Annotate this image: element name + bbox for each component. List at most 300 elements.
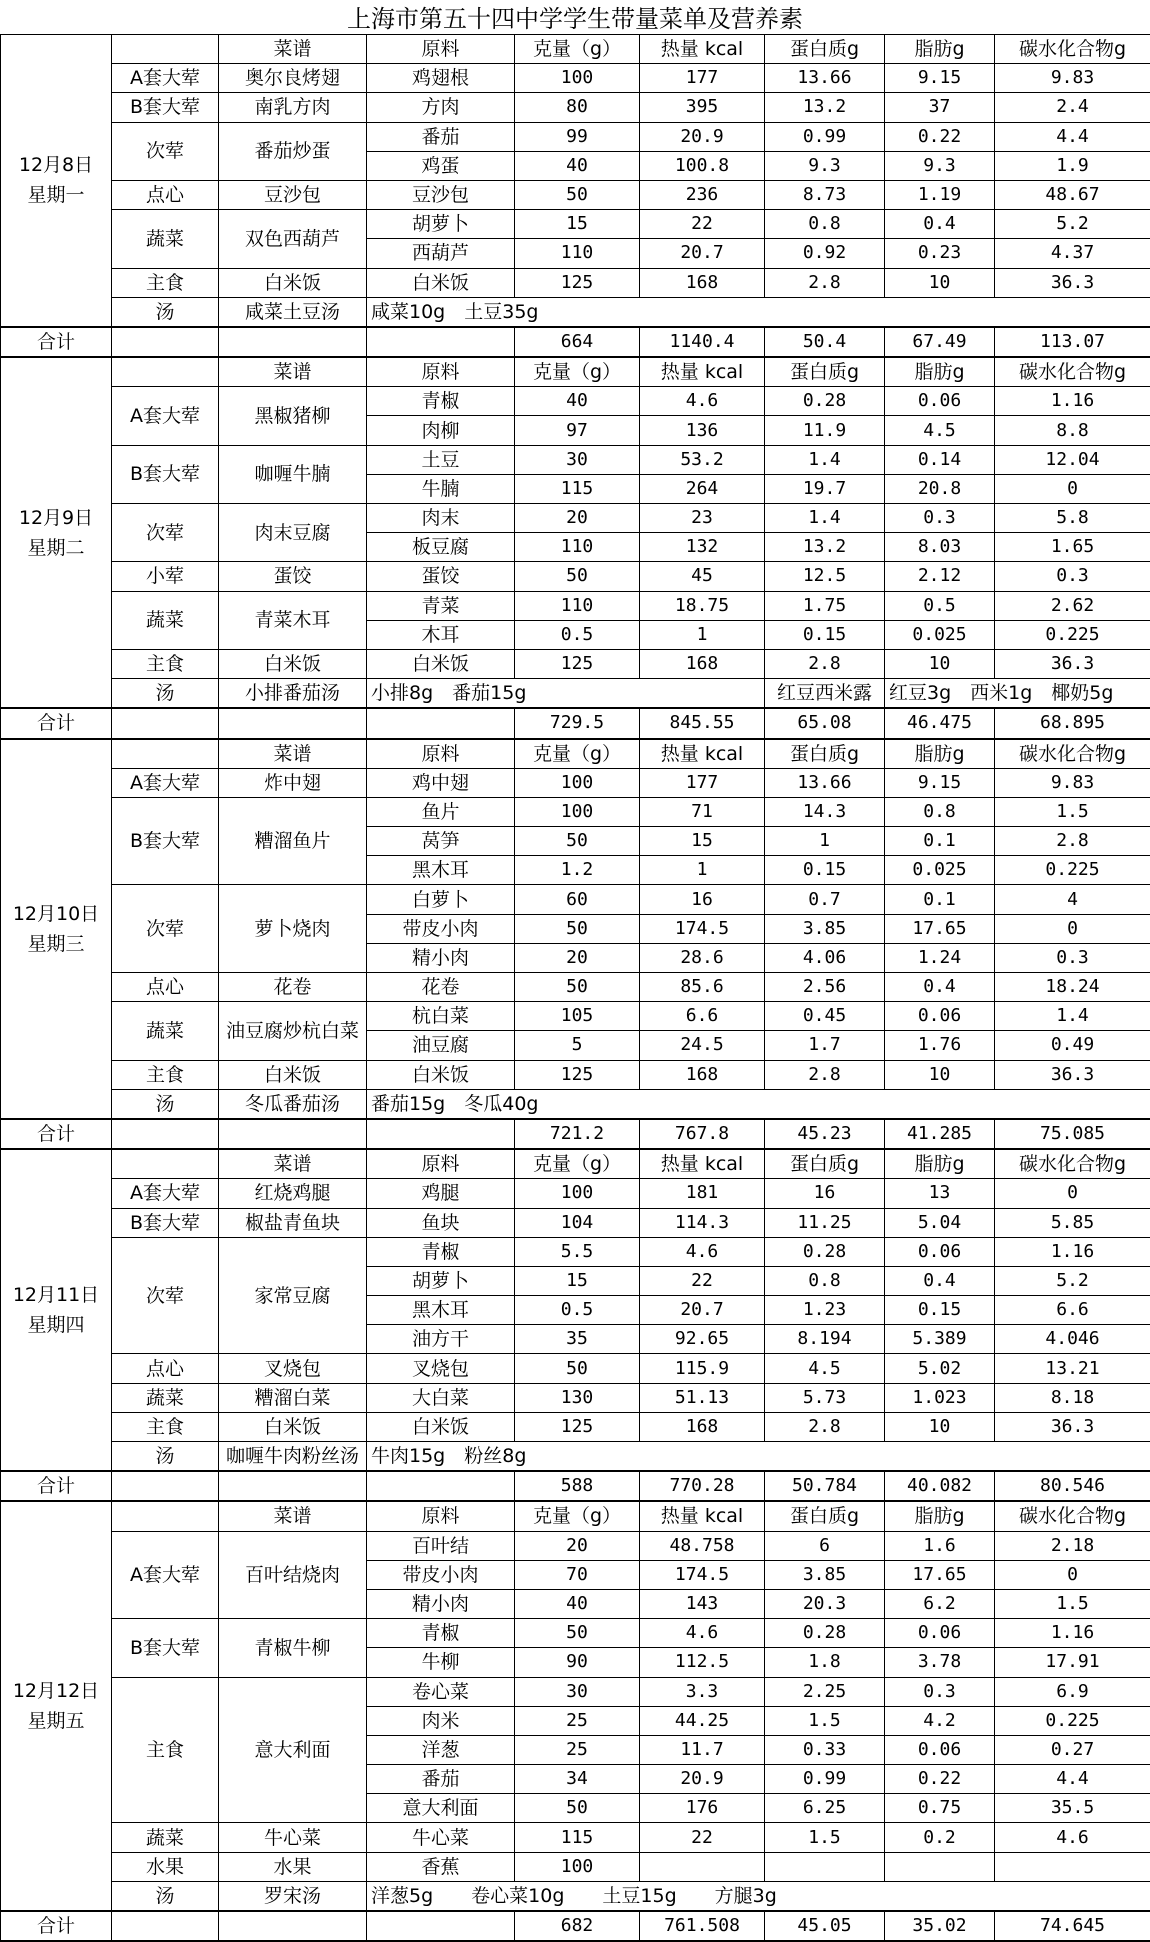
value-cell: 17.91 [995,1648,1150,1677]
ingredient-cell: 青椒 [367,387,515,416]
total-value: 75.085 [995,1119,1150,1149]
day-weekday: 星期二 [1,533,111,563]
value-cell: 53.2 [640,445,765,474]
value-cell: 20.9 [640,122,765,151]
column-header: 菜谱 [219,1501,367,1531]
ingredient-cell: 鸡中翅 [367,768,515,797]
ingredient-cell: 带皮小肉 [367,914,515,943]
value-cell: 16 [640,885,765,914]
value-cell: 0.15 [885,1296,995,1325]
total-value: 50.4 [765,327,885,357]
value-cell: 97 [515,416,640,445]
total-blank [367,1471,515,1501]
value-cell: 2.8 [765,1060,885,1089]
ingredient-row [1,180,1150,209]
value-cell: 181 [640,1179,765,1208]
ingredient-cell: 鸡腿 [367,1179,515,1208]
value-cell: 50 [515,973,640,1002]
ingredient-cell: 肉米 [367,1706,515,1735]
value-cell: 0.3 [885,1677,995,1706]
category-cell: 点心 [112,973,219,1002]
column-header: 菜谱 [219,1149,367,1179]
value-cell: 125 [515,649,640,678]
value-cell: 6.6 [640,1002,765,1031]
value-cell: 0.5 [515,1296,640,1325]
total-value: 80.546 [995,1471,1150,1501]
value-cell: 0.15 [765,620,885,649]
total-value: 113.07 [995,327,1150,357]
category-cell: A套大荤 [112,1531,219,1619]
column-header: 脂肪g [885,357,995,387]
value-cell: 44.25 [640,1706,765,1735]
value-cell: 37 [885,93,995,122]
ingredient-cell: 西葫芦 [367,239,515,268]
value-cell: 40 [515,151,640,180]
value-cell: 0.99 [765,1765,885,1794]
category-cell: 主食 [112,268,219,297]
ingredient-cell: 卷心菜 [367,1677,515,1706]
value-cell: 8.03 [885,533,995,562]
value-cell: 9.3 [765,151,885,180]
value-cell: 5 [515,1031,640,1060]
day-date: 12月10日 [1,899,111,929]
value-cell: 395 [640,93,765,122]
value-cell: 0.06 [885,387,995,416]
total-row [1,327,1150,357]
category-cell: 次荤 [112,885,219,973]
value-cell: 1.65 [995,533,1150,562]
value-cell: 100 [515,797,640,826]
value-cell: 6.2 [885,1589,995,1618]
value-cell: 100.8 [640,151,765,180]
ingredient-cell: 花卷 [367,973,515,1002]
total-row [1,1911,1150,1941]
ingredient-row [1,1852,1150,1881]
column-header: 热量 kcal [640,1149,765,1179]
value-cell: 20 [515,1531,640,1560]
ingredient-cell: 白米饭 [367,1060,515,1089]
value-cell: 177 [640,64,765,93]
dish-cell: 南乳方肉 [219,93,367,122]
soup-row [1,679,1150,709]
ingredient-row [1,649,1150,678]
value-cell: 168 [640,1412,765,1441]
day-weekday: 星期一 [1,180,111,210]
value-cell: 20 [515,504,640,533]
day-weekday: 星期五 [1,1706,111,1736]
dish-cell: 白米饭 [219,1412,367,1441]
dish-cell: 油豆腐炒杭白菜 [219,1002,367,1060]
ingredient-cell: 青椒 [367,1237,515,1266]
total-value: 40.082 [885,1471,995,1501]
ingredient-row [1,93,1150,122]
value-cell: 1.6 [885,1531,995,1560]
ingredient-row [1,1354,1150,1383]
value-cell: 10 [885,649,995,678]
ingredient-cell: 白米饭 [367,649,515,678]
ingredient-cell: 白萝卜 [367,885,515,914]
value-cell: 105 [515,1002,640,1031]
ingredient-row [1,445,1150,474]
column-header: 碳水化合物g [995,35,1150,64]
category-cell: A套大荤 [112,768,219,797]
total-row [1,1119,1150,1149]
value-cell: 168 [640,649,765,678]
value-cell: 0.8 [765,1266,885,1295]
total-blank [367,327,515,357]
value-cell: 20 [515,943,640,972]
ingredient-cell: 鱼块 [367,1208,515,1237]
total-value: 682 [515,1911,640,1941]
value-cell: 1.76 [885,1031,995,1060]
column-header: 蛋白质g [765,739,885,769]
value-cell: 0.45 [765,1002,885,1031]
value-cell: 35 [515,1325,640,1354]
value-cell: 1.5 [765,1823,885,1852]
column-header: 菜谱 [219,739,367,769]
category-cell: B套大荤 [112,1208,219,1237]
ingredient-row [1,885,1150,914]
total-blank [367,1119,515,1149]
dish-cell: 青椒牛柳 [219,1619,367,1677]
soup-dish: 小排番茄汤 [219,679,367,709]
ingredient-cell: 白米饭 [367,1412,515,1441]
value-cell: 1.4 [995,1002,1150,1031]
dish-cell: 白米饭 [219,1060,367,1089]
value-cell: 115.9 [640,1354,765,1383]
dish-cell: 炸中翅 [219,768,367,797]
ingredient-cell: 大白菜 [367,1383,515,1412]
ingredient-cell: 香蕉 [367,1852,515,1881]
value-cell: 4.06 [765,943,885,972]
value-cell: 10 [885,268,995,297]
ingredient-cell: 油豆腐 [367,1031,515,1060]
column-header: 蛋白质g [765,357,885,387]
ingredient-cell: 洋葱 [367,1735,515,1764]
total-blank [112,1911,219,1941]
value-cell: 130 [515,1383,640,1412]
ingredient-row [1,1208,1150,1237]
value-cell: 92.65 [640,1325,765,1354]
total-blank [219,1471,367,1501]
value-cell: 0.99 [765,122,885,151]
value-cell: 168 [640,268,765,297]
dish-cell: 豆沙包 [219,180,367,209]
value-cell: 9.3 [885,151,995,180]
total-blank [219,708,367,738]
value-cell: 8.18 [995,1383,1150,1412]
value-cell: 4.5 [765,1354,885,1383]
ingredient-cell: 鸡翅根 [367,64,515,93]
value-cell: 1.4 [765,445,885,474]
total-blank [367,1911,515,1941]
value-cell [765,1852,885,1881]
total-value: 67.49 [885,327,995,357]
total-label: 合计 [1,327,112,357]
value-cell: 0.22 [885,1765,995,1794]
value-cell: 174.5 [640,1560,765,1589]
soup-label: 汤 [112,1089,219,1119]
extra-ingredients: 红豆3g 西米1g 椰奶5g [885,679,1150,709]
soup-dish: 咸菜土豆汤 [219,297,367,327]
category-cell: 次荤 [112,122,219,180]
value-cell: 25 [515,1735,640,1764]
category-cell: 水果 [112,1852,219,1881]
soup-row [1,1089,1150,1119]
total-value: 65.08 [765,708,885,738]
day-weekday: 星期三 [1,929,111,959]
ingredient-cell: 白米饭 [367,268,515,297]
column-header: 蛋白质g [765,1501,885,1531]
value-cell: 100 [515,1852,640,1881]
category-cell: 次荤 [112,1237,219,1354]
dish-cell: 叉烧包 [219,1354,367,1383]
value-cell: 5.04 [885,1208,995,1237]
dish-cell: 牛心菜 [219,1823,367,1852]
dish-cell: 番茄炒蛋 [219,122,367,180]
value-cell: 174.5 [640,914,765,943]
day-date: 12月12日 [1,1676,111,1706]
value-cell: 20.7 [640,1296,765,1325]
value-cell: 3.85 [765,1560,885,1589]
ingredient-row [1,64,1150,93]
value-cell: 5.85 [995,1208,1150,1237]
value-cell: 4.4 [995,122,1150,151]
value-cell: 2.56 [765,973,885,1002]
soup-ingredients: 番茄15g 冬瓜40g [367,1089,1150,1119]
ingredient-cell: 莴笋 [367,827,515,856]
ingredient-cell: 土豆 [367,445,515,474]
value-cell: 0.4 [885,1266,995,1295]
category-cell: B套大荤 [112,797,219,885]
value-cell: 168 [640,1060,765,1089]
ingredient-cell: 牛心菜 [367,1823,515,1852]
value-cell: 36.3 [995,1412,1150,1441]
ingredient-row [1,122,1150,151]
value-cell: 1 [640,620,765,649]
ingredient-cell: 牛柳 [367,1648,515,1677]
value-cell: 99 [515,122,640,151]
value-cell: 5.73 [765,1383,885,1412]
value-cell: 13 [885,1179,995,1208]
value-cell: 236 [640,180,765,209]
day-date: 12月11日 [1,1280,111,1310]
header-blank [112,357,219,387]
value-cell: 5.02 [885,1354,995,1383]
dish-cell: 肉末豆腐 [219,504,367,562]
ingredient-cell: 方肉 [367,93,515,122]
day-cell [1,357,112,708]
soup-ingredients: 牛肉15g 粉丝8g [367,1442,1150,1472]
ingredient-cell: 杭白菜 [367,1002,515,1031]
value-cell [995,1852,1150,1881]
column-header: 菜谱 [219,357,367,387]
day-date: 12月8日 [1,150,111,180]
total-value: 721.2 [515,1119,640,1149]
value-cell: 0.23 [885,239,995,268]
column-header: 克量（g） [515,739,640,769]
value-cell: 110 [515,239,640,268]
value-cell: 0.2 [885,1823,995,1852]
value-cell: 2.8 [765,1412,885,1441]
ingredient-cell: 黑木耳 [367,856,515,885]
value-cell: 1 [640,856,765,885]
value-cell: 9.83 [995,768,1150,797]
ingredient-row [1,210,1150,239]
value-cell: 90 [515,1648,640,1677]
ingredient-cell: 鸡蛋 [367,151,515,180]
value-cell: 0.49 [995,1031,1150,1060]
soup-ingredients: 小排8g 番茄15g [367,679,765,709]
value-cell: 1.5 [995,797,1150,826]
value-cell [885,1852,995,1881]
value-cell: 15 [515,210,640,239]
column-header: 克量（g） [515,357,640,387]
dish-cell: 蛋饺 [219,562,367,591]
ingredient-cell: 牛腩 [367,474,515,503]
value-cell: 12.5 [765,562,885,591]
value-cell: 13.2 [765,533,885,562]
column-header: 原料 [367,35,515,64]
ingredient-row [1,504,1150,533]
total-row [1,708,1150,738]
value-cell: 0.28 [765,1237,885,1266]
column-header: 脂肪g [885,1501,995,1531]
ingredient-cell: 木耳 [367,620,515,649]
ingredient-cell: 青椒 [367,1619,515,1648]
column-header: 热量 kcal [640,357,765,387]
value-cell: 5.8 [995,504,1150,533]
header-blank [112,1501,219,1531]
total-value: 767.8 [640,1119,765,1149]
ingredient-cell: 青菜 [367,591,515,620]
category-cell: 小荤 [112,562,219,591]
value-cell: 4.2 [885,1706,995,1735]
category-cell: A套大荤 [112,1179,219,1208]
dish-cell: 白米饭 [219,268,367,297]
value-cell: 2.8 [995,827,1150,856]
value-cell: 18.75 [640,591,765,620]
value-cell: 50 [515,180,640,209]
value-cell: 115 [515,474,640,503]
value-cell: 2.25 [765,1677,885,1706]
column-header: 脂肪g [885,1149,995,1179]
value-cell: 2.62 [995,591,1150,620]
ingredient-cell: 番茄 [367,1765,515,1794]
ingredient-row [1,1179,1150,1208]
value-cell: 5.5 [515,1237,640,1266]
value-cell: 4.37 [995,239,1150,268]
total-value: 1140.4 [640,327,765,357]
column-header: 原料 [367,357,515,387]
ingredient-cell: 叉烧包 [367,1354,515,1383]
ingredient-cell: 精小肉 [367,943,515,972]
value-cell: 1.4 [765,504,885,533]
value-cell: 264 [640,474,765,503]
value-cell: 110 [515,591,640,620]
value-cell: 20.3 [765,1589,885,1618]
value-cell: 0.225 [995,620,1150,649]
value-cell: 0.025 [885,620,995,649]
ingredient-row [1,268,1150,297]
value-cell: 13.66 [765,64,885,93]
column-header: 原料 [367,1501,515,1531]
dish-cell: 花卷 [219,973,367,1002]
value-cell: 4.6 [995,1823,1150,1852]
value-cell: 0.1 [885,827,995,856]
value-cell: 100 [515,64,640,93]
value-cell: 10 [885,1412,995,1441]
column-header: 碳水化合物g [995,1501,1150,1531]
ingredient-cell: 番茄 [367,122,515,151]
total-blank [219,1119,367,1149]
value-cell: 0.5 [515,620,640,649]
value-cell: 0.8 [765,210,885,239]
value-cell: 0.28 [765,387,885,416]
value-cell: 177 [640,768,765,797]
total-row [1,1471,1150,1501]
ingredient-row [1,1619,1150,1648]
menu-table [0,34,1150,1942]
value-cell: 3.85 [765,914,885,943]
total-blank [219,1911,367,1941]
value-cell: 35.5 [995,1794,1150,1823]
value-cell: 9.15 [885,64,995,93]
ingredient-row [1,1383,1150,1412]
value-cell: 0.5 [885,591,995,620]
total-value: 770.28 [640,1471,765,1501]
category-cell: 蔬菜 [112,210,219,268]
value-cell: 9.83 [995,64,1150,93]
column-header: 蛋白质g [765,1149,885,1179]
ingredient-cell: 蛋饺 [367,562,515,591]
soup-dish: 罗宋汤 [219,1881,367,1911]
ingredient-cell: 精小肉 [367,1589,515,1618]
value-cell: 0.8 [885,797,995,826]
dish-cell: 萝卜烧肉 [219,885,367,973]
value-cell: 6 [765,1531,885,1560]
value-cell: 11.9 [765,416,885,445]
category-cell: 主食 [112,649,219,678]
value-cell: 1.5 [765,1706,885,1735]
value-cell: 125 [515,1060,640,1089]
total-value: 45.05 [765,1911,885,1941]
value-cell: 19.7 [765,474,885,503]
day-weekday: 星期四 [1,1310,111,1340]
value-cell: 0.225 [995,1706,1150,1735]
ingredient-cell: 油方干 [367,1325,515,1354]
column-header: 克量（g） [515,35,640,64]
ingredient-cell: 黑木耳 [367,1296,515,1325]
column-header: 克量（g） [515,1149,640,1179]
dish-cell: 黑椒猪柳 [219,387,367,445]
value-cell: 115 [515,1823,640,1852]
value-cell: 11.25 [765,1208,885,1237]
value-cell: 0.33 [765,1735,885,1764]
value-cell: 100 [515,1179,640,1208]
category-cell: 点心 [112,1354,219,1383]
value-cell: 2.8 [765,268,885,297]
dish-cell: 水果 [219,1852,367,1881]
value-cell: 20.7 [640,239,765,268]
column-header: 碳水化合物g [995,739,1150,769]
value-cell: 0.22 [885,122,995,151]
value-cell: 0 [995,1560,1150,1589]
total-blank [112,708,219,738]
dish-cell: 糟溜鱼片 [219,797,367,885]
column-header: 热量 kcal [640,35,765,64]
column-header: 碳水化合物g [995,357,1150,387]
